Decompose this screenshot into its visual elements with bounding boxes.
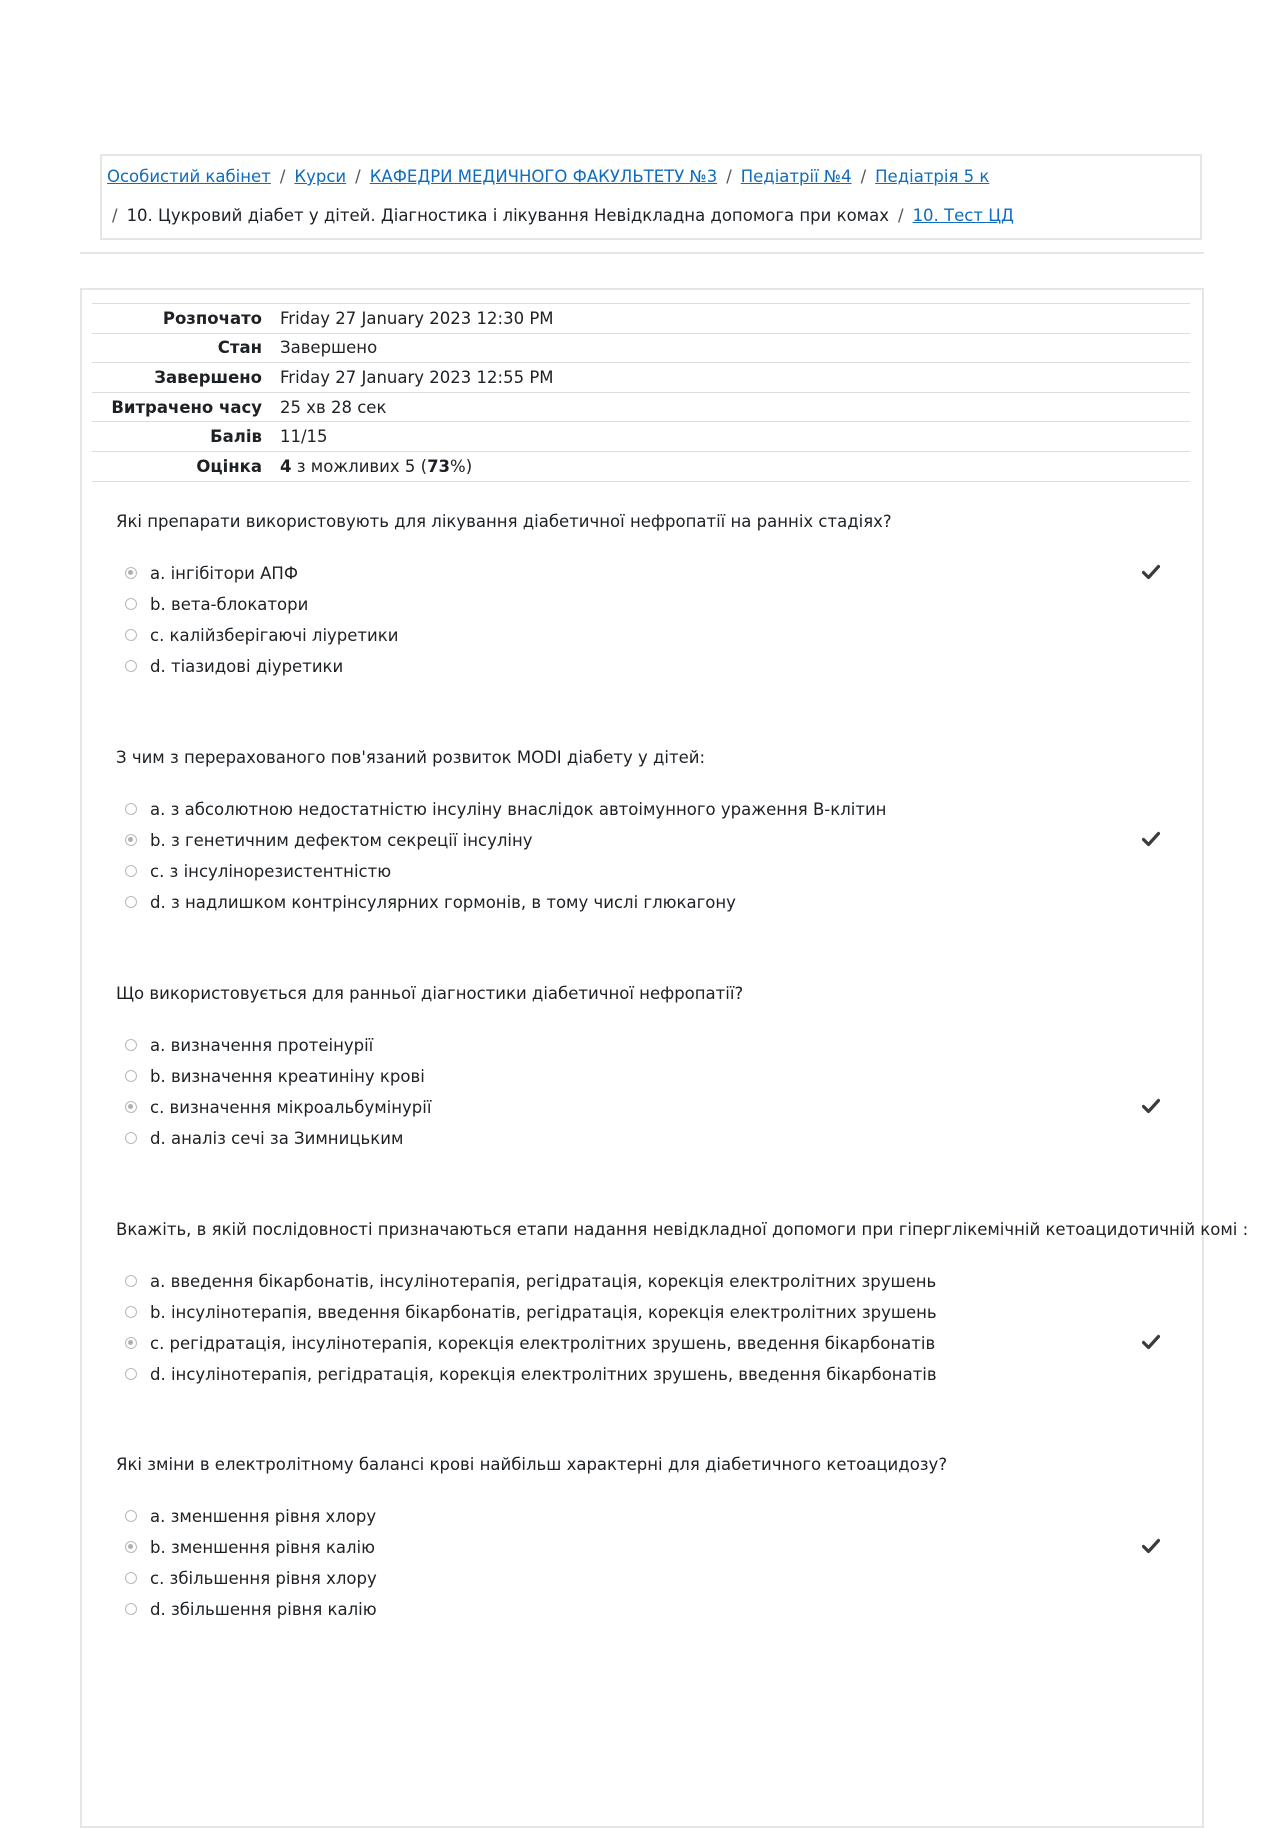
answer-label: b. визначення креатиніну крові	[150, 1067, 425, 1086]
answer-option[interactable]	[116, 593, 1206, 624]
radio-icon[interactable]	[125, 1337, 137, 1349]
answer-label: c. збільшення рівня хлору	[150, 1569, 377, 1588]
question-3	[116, 982, 1206, 1158]
radio-icon[interactable]	[125, 1541, 137, 1553]
summary-value: Завершено	[280, 338, 378, 358]
grade-score: 4	[280, 456, 292, 476]
question-2	[116, 746, 1206, 922]
radio-icon[interactable]	[125, 1306, 137, 1318]
check-icon	[1142, 1538, 1160, 1554]
attempt-summary-table	[92, 303, 1190, 482]
breadcrumb-separator: /	[112, 206, 118, 225]
answer-label: a. визначення протеінурії	[150, 1036, 374, 1055]
grade-percent: 73	[427, 456, 451, 476]
summary-value	[280, 451, 1190, 481]
check-icon	[1142, 831, 1160, 847]
question-text: Що використовується для ранньої діагностики діабетичної нефропатії?	[116, 984, 744, 1003]
breadcrumb-link-test[interactable]: 10. Тест ЦД	[912, 206, 1014, 225]
breadcrumb-link-dashboard[interactable]: Особистий кабінет	[107, 167, 271, 186]
radio-icon[interactable]	[125, 803, 137, 815]
answer-label: a. введення бікарбонатів, інсулінотерапія, регідратація, корекція електролітних зрушень	[150, 1272, 937, 1291]
answer-option[interactable]	[116, 1096, 1206, 1127]
breadcrumb-link-pediatrics-4[interactable]: Педіатрії №4	[740, 167, 852, 186]
answer-option[interactable]	[116, 1270, 1206, 1301]
radio-icon[interactable]	[125, 1039, 137, 1051]
summary-row-started	[92, 304, 1190, 334]
radio-icon[interactable]	[125, 598, 137, 610]
summary-row-marks	[92, 422, 1190, 452]
answer-list	[116, 798, 1206, 922]
question-4	[116, 1218, 1249, 1394]
answer-label: b. з генетичним дефектом секреції інсуліну	[150, 831, 533, 850]
breadcrumb-separator: /	[355, 167, 361, 186]
radio-icon[interactable]	[125, 896, 137, 908]
summary-label: Розпочато	[162, 308, 262, 328]
answer-option[interactable]	[116, 829, 1206, 860]
answer-list	[116, 562, 1206, 686]
radio-icon[interactable]	[125, 1510, 137, 1522]
radio-icon[interactable]	[125, 1368, 137, 1380]
answer-label: d. інсулінотерапія, регідратація, корекція електролітних зрушень, введення бікарбонатів	[150, 1365, 937, 1384]
breadcrumb-link-department[interactable]: КАФЕДРИ МЕДИЧНОГО ФАКУЛЬТЕТУ №3	[369, 167, 718, 186]
breadcrumb-separator: /	[726, 167, 732, 186]
radio-icon[interactable]	[125, 660, 137, 672]
breadcrumb-link-courses[interactable]: Курси	[294, 167, 347, 186]
radio-icon[interactable]	[125, 1132, 137, 1144]
question-text: Які препарати використовують для лікування діабетичної нефропатії на ранніх стадіях?	[116, 512, 892, 531]
answer-option[interactable]	[116, 562, 1206, 593]
answer-option[interactable]	[116, 798, 1206, 829]
summary-label: Балів	[210, 427, 262, 447]
summary-value: Friday 27 January 2023 12:30 PM	[280, 308, 554, 328]
answer-option[interactable]	[116, 1505, 1206, 1536]
breadcrumb-section-topic: 10. Цукровий діабет у дітей. Діагностика і лікування Невідкладна допомога при комах	[126, 206, 889, 225]
grade-out-of: з можливих 5 (	[291, 456, 428, 476]
radio-icon[interactable]	[125, 1603, 137, 1615]
answer-option[interactable]	[116, 1567, 1206, 1598]
breadcrumb-link-pediatrics-5k[interactable]: Педіатрія 5 к	[875, 167, 990, 186]
breadcrumb-separator: /	[898, 206, 904, 225]
answer-label: d. збільшення рівня калію	[150, 1600, 377, 1619]
answer-list	[116, 1270, 1206, 1394]
question-text: Вкажіть, в якій послідовності призначаються етапи надання невідкладної допомоги при гіперглікемічній кетоацидотичній комі :	[116, 1220, 1249, 1239]
check-icon	[1142, 564, 1160, 580]
radio-icon[interactable]	[125, 834, 137, 846]
answer-option[interactable]	[116, 1363, 1206, 1394]
question-text: Які зміни в електролітному балансі крові найбільш характерні для діабетичного кетоацидозу?	[116, 1455, 948, 1474]
radio-icon[interactable]	[125, 1572, 137, 1584]
breadcrumb-separator: /	[860, 167, 867, 186]
check-icon	[1142, 1334, 1160, 1350]
answer-label: c. калійзберігаючі ліуретики	[150, 626, 399, 645]
answer-option[interactable]	[116, 624, 1206, 655]
answer-option[interactable]	[116, 1301, 1206, 1332]
radio-icon[interactable]	[125, 865, 137, 877]
check-icon	[1142, 1098, 1160, 1114]
answer-option[interactable]	[116, 655, 1206, 686]
answer-label: b. інсулінотерапія, введення бікарбонатів, регідратація, корекція електролітних зрушень	[150, 1303, 937, 1322]
radio-icon[interactable]	[125, 567, 137, 579]
breadcrumb-line-2	[112, 206, 1014, 225]
radio-icon[interactable]	[125, 1101, 137, 1113]
summary-row-state	[92, 333, 1190, 363]
radio-icon[interactable]	[125, 1275, 137, 1287]
answer-label: a. зменшення рівня хлору	[150, 1507, 377, 1526]
answer-option[interactable]	[116, 1598, 1206, 1629]
summary-label: Витрачено часу	[111, 397, 262, 417]
answer-option[interactable]	[116, 1127, 1206, 1158]
summary-value: 11/15	[280, 427, 328, 447]
answer-option[interactable]	[116, 1332, 1206, 1363]
breadcrumb	[100, 154, 1202, 240]
summary-label: Стан	[217, 338, 262, 358]
summary-row-grade	[92, 451, 1190, 481]
answer-label: d. аналіз сечі за Зимницьким	[150, 1129, 404, 1148]
answer-label: a. інгібітори АПФ	[150, 564, 299, 583]
summary-row-time-taken	[92, 392, 1190, 422]
answer-label: c. з інсулінорезистентністю	[150, 862, 392, 881]
summary-value: 25 хв 28 сек	[280, 397, 387, 417]
answer-label: c. визначення мікроальбумінурії	[150, 1098, 432, 1117]
breadcrumb-line-1	[107, 167, 989, 186]
summary-value: Friday 27 January 2023 12:55 PM	[280, 367, 554, 387]
answer-label: d. тіазидові діуретики	[150, 657, 344, 676]
answer-option[interactable]	[116, 1034, 1206, 1065]
breadcrumb-separator: /	[279, 167, 286, 186]
answer-label: b. зменшення рівня калію	[150, 1538, 375, 1557]
summary-label: Оцінка	[196, 456, 262, 476]
radio-icon[interactable]	[125, 629, 137, 641]
answer-list	[116, 1505, 1206, 1629]
question-text: З чим з перерахованого пов'язаний розвиток MODI діабету у дітей:	[116, 748, 706, 767]
summary-label: Завершено	[154, 367, 262, 387]
grade-suffix: %)	[450, 456, 473, 476]
answer-label: b. вета-блокатори	[150, 595, 309, 614]
answer-option[interactable]	[116, 1536, 1206, 1567]
answer-label: c. регідратація, інсулінотерапія, корекція електролітних зрушень, введення бікарбонатів	[150, 1334, 936, 1353]
answer-option[interactable]	[116, 860, 1206, 891]
answer-option[interactable]	[116, 891, 1206, 922]
radio-icon[interactable]	[125, 1070, 137, 1082]
header-divider	[80, 252, 1204, 254]
question-1	[116, 510, 1206, 686]
answer-label: d. з надлишком контрінсулярних гормонів, в тому числі глюкагону	[150, 893, 736, 912]
answer-label: a. з абсолютною недостатністю інсуліну внаслідок автоімунного ураження В-клітин	[150, 800, 887, 819]
answer-option[interactable]	[116, 1065, 1206, 1096]
summary-row-completed	[92, 363, 1190, 393]
answer-list	[116, 1034, 1206, 1158]
question-5	[116, 1453, 1206, 1629]
